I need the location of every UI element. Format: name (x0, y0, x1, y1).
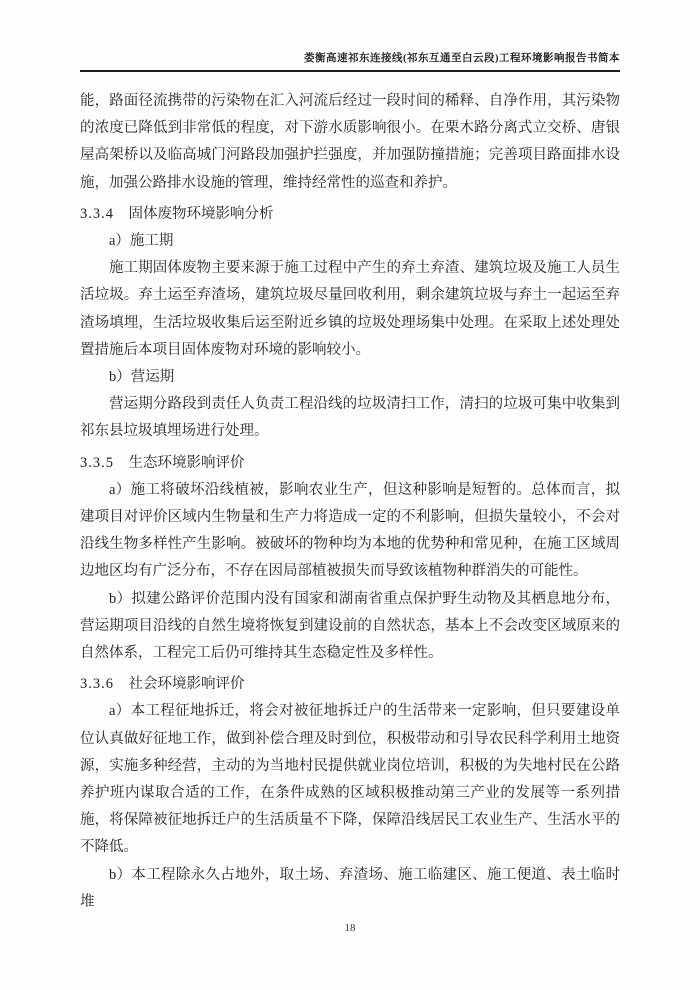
running-header (80, 50, 620, 72)
subitem-operation-period: b）营运期 (109, 369, 175, 386)
heading-3-3-4 (80, 201, 620, 228)
heading-title: 社会环境影响评价 (128, 676, 245, 693)
paragraph-social-a: a）本工程征地拆迁，将会对被征地拆迁户的生活带来一定影响，但只要建设单位认真做好征地工作，做到补偿合理及时到位，积极带动和引导农民科学利用土地资源，实施多种经营，主动的为当地村民提供就业岗位培训，积极的为失地村民在公路养护班内谋取合适的工作，在条件成熟的区域积极推动第三产业的发展等一系列措施，将保障被征地拆迁户的生活质量不下降，保障沿线居民工农业生产、生活水平的不降低。 (80, 703, 620, 856)
running-header-title: 娄衡高速祁东连接线(祁东互通至白云段)工程环境影响报告书简本 (304, 53, 620, 64)
subitem-construction-period: a）施工期 (109, 233, 174, 250)
heading-title: 固体废物环境影响分析 (128, 205, 274, 222)
paragraph-runoff-continuation: 能，路面径流携带的污染物在汇入河流后经过一段时间的稀释、自净作用，其污染物的浓度已降低到非常低的程度，对下游水质影响很小。在栗木路分离式立交桥、唐银屋高架桥以及临高城门河路段加强护拦强度，并加强防撞措施；完善项目路面排水设施，加强公路排水设施的管理，维持经常性的巡查和养护。 (80, 93, 620, 191)
heading-number: 3.3.6 (80, 676, 114, 693)
paragraph-solid-waste-operation: 营运期分路段到责任人负责工程沿线的垃圾清扫工作，清扫的垃圾可集中收集到祁东县垃圾填埋场进行处理。 (80, 396, 620, 440)
page-number: 18 (344, 922, 356, 934)
heading-title: 生态环境影响评价 (128, 454, 245, 471)
heading-number: 3.3.4 (80, 205, 114, 222)
paragraph-social-b: b）本工程除永久占地外，取土场、弃渣场、施工临建区、施工便道、表土临时堆 (80, 866, 620, 910)
heading-number: 3.3.5 (80, 454, 114, 471)
paragraph-ecology-a: a）施工将破坏沿线植被，影响农业生产，但这种影响是短暂的。总体而言，拟建项目对评价区域内生物量和生产力将造成一定的不利影响，但损失量较小，不会对沿线生物多样性产生影响。被破坏的物种均为本地的优势种和常见种，在施工区域周边地区均有广泛分布，不存在因局部植被损失而导致该植物种群消失的可能性。 (80, 481, 620, 580)
paragraph-ecology-b: b）拟建公路评价范围内没有国家和湖南省重点保护野生动物及其栖息地分布，营运期项目沿线的自然生境将恢复到建设前的自然状态，基本上不会改变区域原来的自然体系，工程完工后仍可维持其生态稳定性及多样性。 (80, 590, 620, 662)
page-footer (0, 922, 700, 934)
heading-3-3-5 (80, 450, 620, 477)
page-content (80, 88, 620, 916)
heading-3-3-6 (80, 671, 620, 698)
paragraph-solid-waste-construction: 施工期固体废物主要来源于施工过程中产生的弃土弃渣、建筑垃圾及施工人员生活垃圾。弃土运至弃渣场，建筑垃圾尽量回收利用，剩余建筑垃圾与弃土一起运至弃渣场填埋，生活垃圾收集后运至附近乡镇的垃圾处理场集中处理。在采取上述处理处置措施后本项目固体废物对环境的影响较小。 (80, 260, 620, 358)
